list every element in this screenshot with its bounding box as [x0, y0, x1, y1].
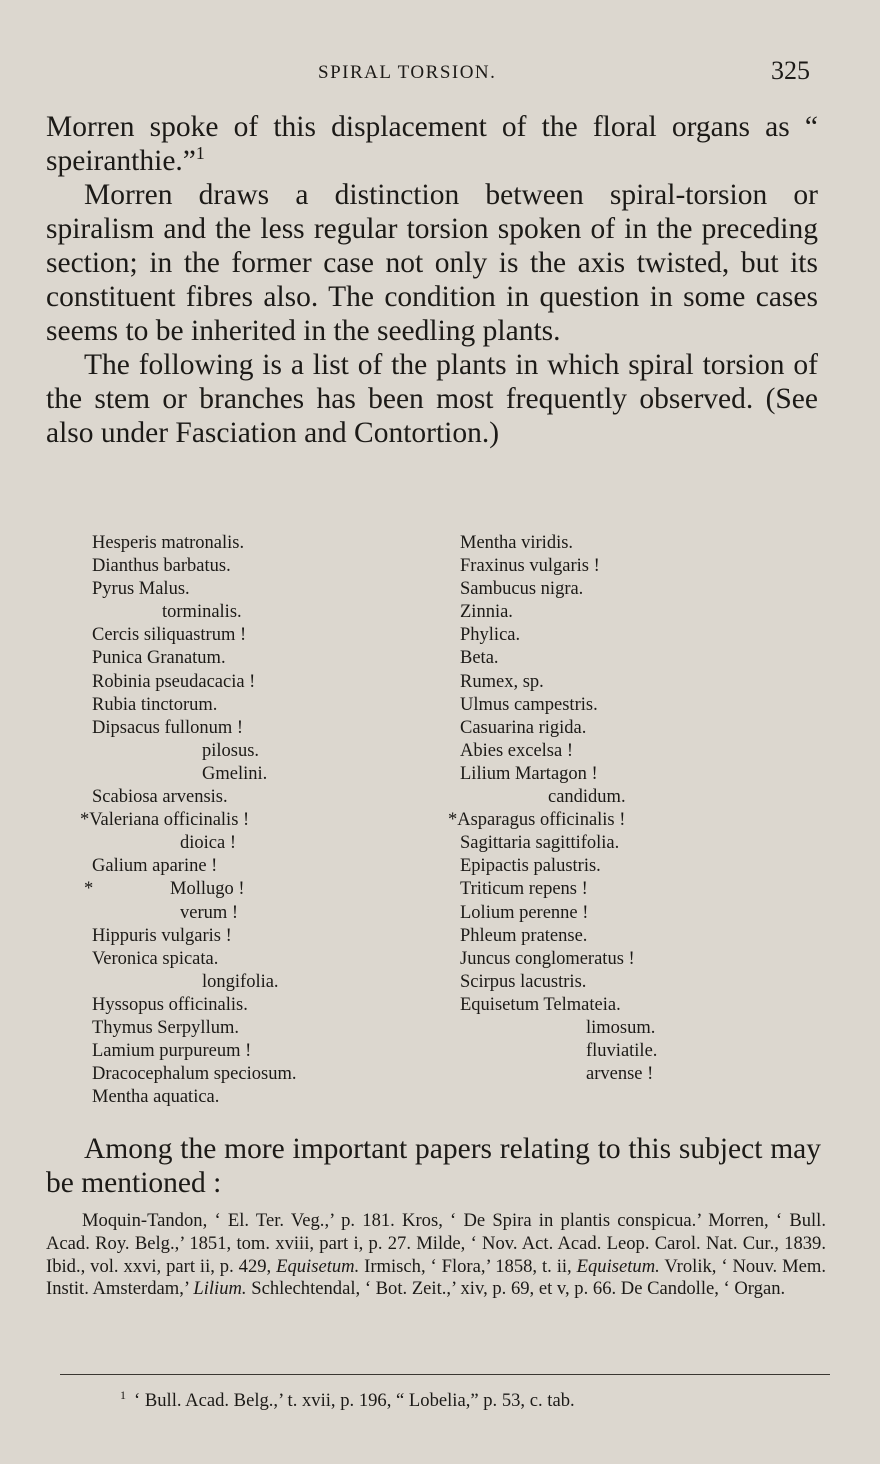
- plant-item: Rubia tinctorum.: [92, 694, 218, 715]
- asterisk-mark: *: [84, 879, 94, 900]
- body-text: [46, 110, 818, 450]
- paragraph-2: Morren draws a distinction between spiral-torsion or spiralism and the less regular torsion spoken of in the preceding section; in the former case not only is the axis twisted, but its constituent fibres also. The condition in question in some cases seems to be inherited in the seedling plants.: [46, 179, 818, 347]
- plant-item: verum !: [180, 902, 239, 923]
- plant-item: longifolia.: [202, 971, 279, 992]
- reference-italic: Lilium.: [193, 1278, 247, 1300]
- plant-item: Dianthus barbatus.: [92, 556, 231, 577]
- plant-item: Galium aparine !: [92, 856, 218, 877]
- plant-item: Scirpus lacustris.: [460, 971, 587, 992]
- reference-text: Vrolik, ‘ Nouv. Mem. Instit. Amsterdam,’: [46, 1255, 827, 1300]
- plant-name: Asparagus officinalis !: [457, 810, 626, 831]
- reference-paragraph: [46, 1210, 826, 1301]
- plant-item: arvense !: [586, 1064, 654, 1085]
- plant-item: pilosus.: [202, 740, 260, 761]
- plant-item: Pyrus Malus.: [92, 579, 190, 600]
- plant-item: Dracocephalum speciosum.: [92, 1064, 297, 1085]
- footnote-text: ‘ Bull. Acad. Belg.,’ t. xvii, p. 196, “ Lobelia,” p. 53, c. tab.: [134, 1390, 575, 1412]
- plant-item: Rumex, sp.: [460, 671, 544, 692]
- plant-item: Punica Granatum.: [92, 648, 226, 669]
- plant-item: fluviatile.: [586, 1041, 658, 1062]
- papers-intro: [46, 1132, 821, 1200]
- reference-text: Irmisch, ‘ Flora,’ 1858, t. ii,: [359, 1255, 572, 1277]
- plant-name: Mollugo !: [170, 879, 245, 900]
- plant-item: Mentha aquatica.: [92, 1087, 220, 1108]
- plant-item: Scabiosa arvensis.: [92, 787, 228, 808]
- reference-text: Schlechtendal, ‘ Bot. Zeit.,’ xiv, p. 69, et v, p. 66. De Candolle, ‘ Organ.: [246, 1278, 786, 1300]
- plant-list-right-column: [448, 532, 810, 1086]
- plant-item: [84, 878, 422, 901]
- plant-item: Hyssopus officinalis.: [92, 994, 248, 1015]
- plant-item: Phylica.: [460, 625, 521, 646]
- footnote-number: 1: [120, 1388, 126, 1402]
- plant-item: Hesperis matronalis.: [92, 533, 245, 553]
- plant-item: Abies excelsa !: [460, 740, 574, 761]
- running-title: SPIRAL TORSION.: [318, 62, 497, 83]
- plant-name: Valeriana officinalis !: [89, 810, 250, 831]
- footnote: [120, 1384, 575, 1412]
- plant-item: Phleum pratense.: [460, 925, 588, 946]
- plant-list: [46, 532, 826, 1122]
- plant-item: dioica !: [180, 833, 236, 854]
- plant-item: limosum.: [586, 1017, 656, 1038]
- plant-item: Equisetum Telmateia.: [460, 994, 621, 1015]
- plant-item: Beta.: [460, 648, 499, 669]
- plant-item: Thymus Serpyllum.: [92, 1017, 239, 1038]
- plant-item: Dipsacus fullonum !: [92, 717, 244, 738]
- plant-item: Casuarina rigida.: [460, 717, 587, 738]
- plant-item: Zinnia.: [460, 602, 513, 623]
- reference-italic: Equisetum.: [576, 1255, 660, 1277]
- footnote-divider: [60, 1374, 830, 1375]
- asterisk-mark: *: [80, 810, 90, 831]
- references: [46, 1210, 826, 1301]
- plant-item: Fraxinus vulgaris !: [460, 556, 600, 577]
- plant-item: [80, 809, 422, 832]
- plant-item: Gmelini.: [202, 763, 268, 784]
- plant-item: [448, 809, 810, 832]
- paragraph-3: The following is a list of the plants in which spiral torsion of the stem or branches has been most frequently observed. (See also under Fasciation and Contortion.): [46, 349, 818, 449]
- footnote-ref: 1: [195, 143, 205, 164]
- plant-item: Robinia pseudacacia !: [92, 671, 256, 692]
- plant-item: candidum.: [548, 787, 626, 808]
- plant-item: torminalis.: [162, 602, 242, 623]
- plant-item: Triticum repens !: [460, 879, 588, 900]
- paragraph-1-text: Morren spoke of this displacement of the floral organs as “ speiranthie.”: [46, 111, 818, 177]
- plant-item: Juncus conglomeratus !: [460, 948, 635, 969]
- plant-item: Sagittaria sagittifolia.: [460, 833, 620, 854]
- asterisk-mark: *: [448, 810, 458, 831]
- plant-item: Lolium perenne !: [460, 902, 589, 923]
- plant-list-left-column: [80, 532, 422, 1109]
- plant-item: Lamium purpureum !: [92, 1041, 252, 1062]
- reference-italic: Equisetum.: [276, 1255, 360, 1277]
- papers-intro-text: Among the more important papers relating to this subject may be mentioned :: [46, 1133, 821, 1199]
- page-number: 325: [771, 56, 810, 85]
- plant-item: Cercis siliquastrum !: [92, 625, 247, 646]
- reference-text: Moquin-Tandon, ‘ El. Ter. Veg.,’ p. 181. Kros, ‘ De Spira in plantis conspicua.’ Morren, ‘ Bull. Acad. Roy. Belg.,’ 1851, tom. xviii, part i, p. 27. Milde, ‘ Nov. Act. Acad. Leop. Carol. Nat. Cur., 1839. Ibid., vol. xxvi, part ii, p. 429,: [46, 1210, 826, 1277]
- plant-item: Ulmus campestris.: [460, 694, 598, 715]
- plant-item: Sambucus nigra.: [460, 579, 584, 600]
- plant-item: Epipactis palustris.: [460, 856, 601, 877]
- page-header: [46, 56, 810, 96]
- plant-item: Veronica spicata.: [92, 948, 219, 969]
- paragraph-1: [46, 110, 818, 178]
- plant-item: Mentha viridis.: [460, 533, 574, 553]
- plant-item: Hippuris vulgaris !: [92, 925, 232, 946]
- plant-item: Lilium Martagon !: [460, 763, 598, 784]
